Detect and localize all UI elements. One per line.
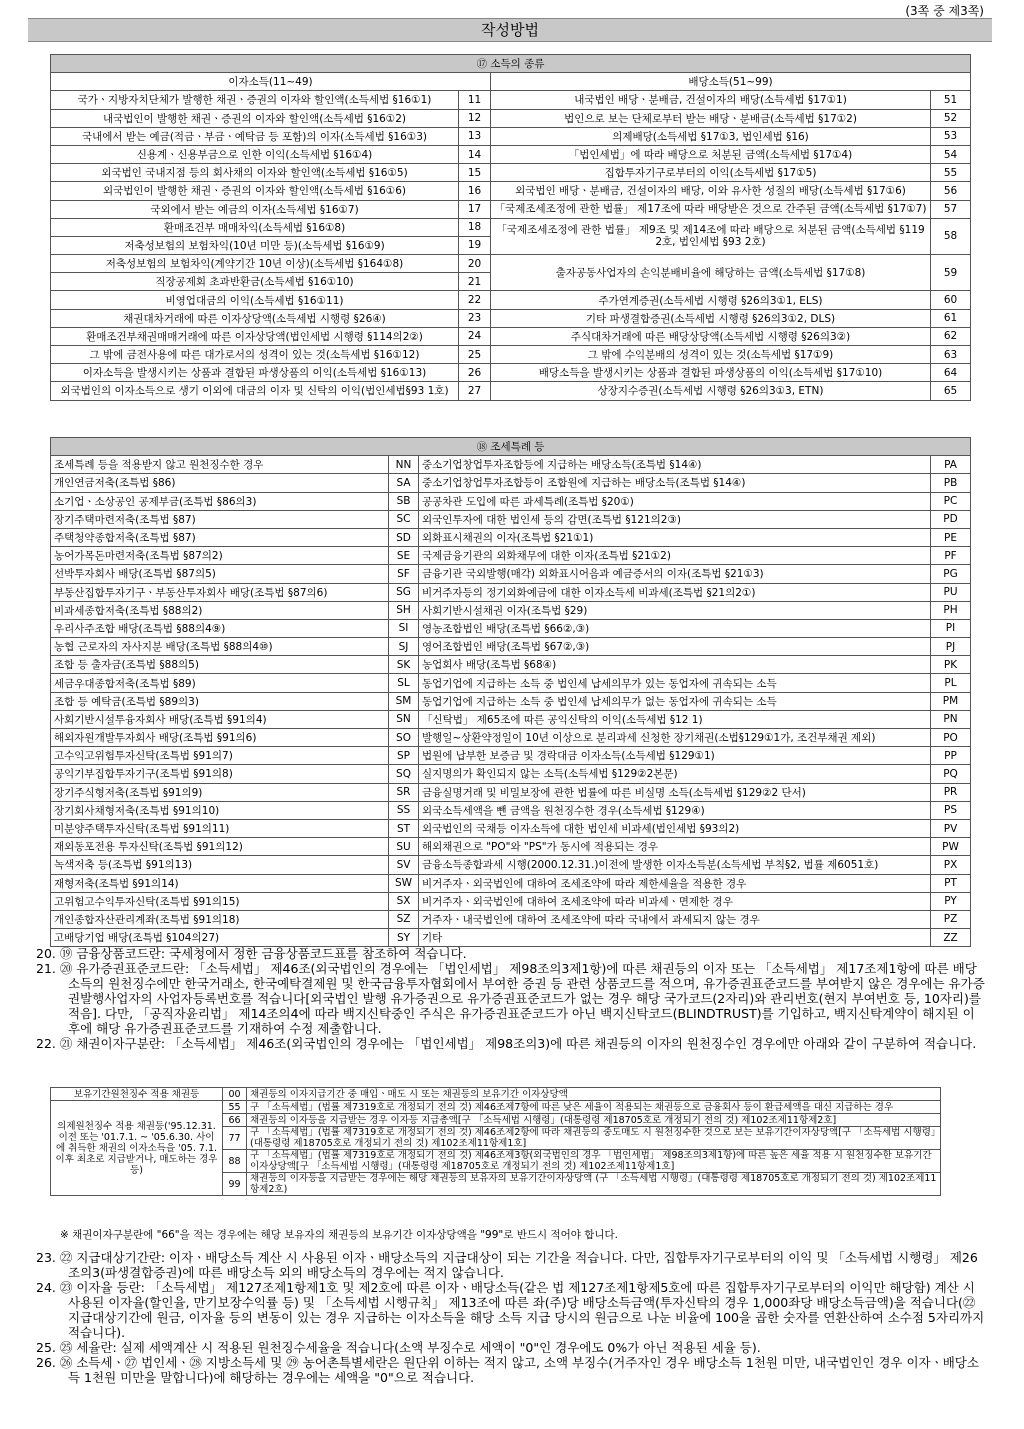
special-tax-row xyxy=(51,474,971,492)
special-tax-label: 우리사주조합 배당(조특법 §88의4⑨) xyxy=(51,619,389,637)
income-type-row xyxy=(51,291,971,309)
special-tax-header: ⑱ 조세특례 등 xyxy=(51,438,971,456)
special-tax-row xyxy=(51,583,971,601)
special-tax-label: 영어조합법인 배당(조특법 §67②,③) xyxy=(419,638,931,656)
special-tax-code: SQ xyxy=(389,765,419,783)
special-tax-code: PG xyxy=(931,565,971,583)
dividend-income-label: 내국법인 배당ㆍ분배금, 건설이자의 배당(소득세법 §17①1) xyxy=(491,91,931,109)
special-tax-code: SN xyxy=(389,710,419,728)
interest-income-code: 21 xyxy=(459,273,491,291)
bond-interest-description: 채권등의 이자등을 지급받는 경우에는 해당 채권등의 보유자의 보유기간이자상당액 (구 「소득세법 시행령」(대통령령 제18705호로 개정되기 전의 것) 제102조제11항제2호) xyxy=(247,1173,941,1196)
special-tax-code: SS xyxy=(389,801,419,819)
special-tax-row xyxy=(51,601,971,619)
special-tax-label: 고수익고위험투자신탁(조특법 §91의7) xyxy=(51,747,389,765)
interest-income-code: 27 xyxy=(459,382,491,400)
special-tax-row xyxy=(51,747,971,765)
dividend-income-label: 주가연계증권(소득세법 시행령 §26의3①1, ELS) xyxy=(491,291,931,309)
special-tax-row xyxy=(51,801,971,819)
special-tax-row xyxy=(51,528,971,546)
dividend-income-label: 그 밖에 수익분배의 성격이 있는 것(소득세법 §17①9) xyxy=(491,346,931,364)
special-tax-row xyxy=(51,638,971,656)
special-tax-code: PX xyxy=(931,856,971,874)
special-tax-label: 실지명의가 확인되지 않는 소득(소득세법 §129②2본문) xyxy=(419,765,931,783)
special-tax-code: PR xyxy=(931,783,971,801)
special-tax-row xyxy=(51,492,971,510)
special-tax-code: NN xyxy=(389,456,419,474)
income-type-row xyxy=(51,327,971,345)
special-tax-code: PP xyxy=(931,747,971,765)
interest-income-code: 19 xyxy=(459,236,491,254)
special-tax-code: PE xyxy=(931,528,971,546)
interest-income-code: 11 xyxy=(459,91,491,109)
special-tax-code: PL xyxy=(931,674,971,692)
special-tax-code: SR xyxy=(389,783,419,801)
dividend-income-code: 52 xyxy=(931,109,971,127)
special-tax-row xyxy=(51,692,971,710)
dividend-income-header: 배당소득(51~99) xyxy=(491,73,971,91)
interest-income-code: 24 xyxy=(459,327,491,345)
dividend-income-label: 「국제조세조정에 관한 법률」 제9조 및 제14조에 따라 배당으로 처분된 금액(소득세법 §119 2호, 법인세법 §93 2호) xyxy=(491,218,931,254)
bond-interest-code: 99 xyxy=(223,1173,247,1196)
special-tax-code: SH xyxy=(389,601,419,619)
special-tax-code: SE xyxy=(389,547,419,565)
special-tax-row xyxy=(51,929,971,947)
special-tax-label: 세금우대종합저축(조특법 §89) xyxy=(51,674,389,692)
dividend-income-label: 외국법인 배당ㆍ분배금, 건설이자의 배당, 이와 유사한 성질의 배당(소득세법 §17①6) xyxy=(491,182,931,200)
special-tax-label: 농업회사 배당(조특법 §68④) xyxy=(419,656,931,674)
bond-interest-description: 구 「소득세법」(법률 제7319호로 개정되기 전의 것) 제46조제7항에 따른 낮은 세율이 적용되는 채권등으로 금융회사 등이 환급세액을 대신 지급하는 경우 xyxy=(247,1101,941,1114)
special-tax-label: 동업기업에 지급하는 소득 중 법인세 납세의무가 없는 동업자에 귀속되는 소득 xyxy=(419,692,931,710)
special-tax-code: PJ xyxy=(931,638,971,656)
special-tax-row xyxy=(51,856,971,874)
special-tax-code: PF xyxy=(931,547,971,565)
interest-income-label: 환매조건부채권매매거래에 따른 이자상당액(법인세법 시행령 §114의2②) xyxy=(51,327,459,345)
interest-income-code: 22 xyxy=(459,291,491,309)
bond-interest-description: 구 「소득세법」(법률 제7319호로 개정되기 전의 것) 제46조제2항에 따라 채권등의 중도매도 시 원천징수한 것으로 보는 보유기간이자상당액[구 「소득세법 시행령」(대통령령 제18705호로 개정되기 전의 것) 제102조제11항제1호] xyxy=(247,1127,941,1150)
special-tax-code: PO xyxy=(931,729,971,747)
special-tax-code: SG xyxy=(389,583,419,601)
special-tax-label: 공공차관 도입에 따른 과세특례(조특법 §20①) xyxy=(419,492,931,510)
dividend-income-code: 60 xyxy=(931,291,971,309)
dividend-income-code: 64 xyxy=(931,364,971,382)
special-tax-code: PV xyxy=(931,819,971,837)
special-tax-label: 금융소득종합과세 시행(2000.12.31.)이전에 발생한 이자소득분(소득세법 부칙§2, 법률 제6051호) xyxy=(419,856,931,874)
dividend-income-label: 출자공동사업자의 손익분배비율에 해당하는 금액(소득세법 §17①8) xyxy=(491,255,931,291)
special-tax-label: 부동산집합투자기구ㆍ부동산투자회사 배당(조특법 §87의6) xyxy=(51,583,389,601)
dividend-income-code: 58 xyxy=(931,218,971,254)
special-tax-label: 재형저축(조특법 §91의14) xyxy=(51,874,389,892)
special-tax-label: 농협 근로자의 자사지분 배당(조특법 §88의4⑩) xyxy=(51,638,389,656)
instruction-note: 26. ㉖ 소득세ㆍ㉗ 법인세ㆍ㉘ 지방소득세 및 ㉙ 농어촌특별세란은 원단위 이하는 적지 않고, 소액 부징수(거주자인 경우 배당소득 1천원 미만, 내국법인인 경우 이자ㆍ배당소득 1천원 미만을 말합니다)에 해당하는 경우에는 세액을 "0"으로 적습니다. xyxy=(36,1355,979,1385)
bond-interest-description: 채권등의 이자지급기간 중 매입ㆍ매도 시 또는 채권등의 보유기간 이자상당액 xyxy=(247,1088,941,1101)
interest-income-code: 13 xyxy=(459,127,491,145)
special-tax-label: 「신탁법」 제65조에 따른 공익신탁의 이익(소득세법 §12 1) xyxy=(419,710,931,728)
special-tax-label: 기타 xyxy=(419,929,931,947)
instruction-note: 24. ㉓ 이자율 등란: 「소득세법」 제127조제1항제1호 및 제2호에 따른 이자ㆍ배당소득(같은 법 제127조제1항제5호에 따른 집합투자기구로부터의 이익만 해당함) 계산 시 사용된 이자율(할인율, 만기보장수익률 등) 및 「소득세법 시행규칙」 제13조에 따른 좌(주)당 배당소득금액(투자신탁의 경우 1,000좌당 배당소득금액)을 적습니다(㉒지급대상기간에 원금, 이자율 등의 변동이 있는 경우 지급하는 이자소득을 해당 소득 지급 당시의 원금으로 나눈 비율에 100을 곱한 숫자를 연환산하여 소수점 5자리까지 적습니다). xyxy=(36,1280,985,1340)
special-tax-label: 고배당기업 배당(조특법 §104의27) xyxy=(51,929,389,947)
special-tax-label: 녹색저축 등(조특법 §91의13) xyxy=(51,856,389,874)
dividend-income-code: 51 xyxy=(931,91,971,109)
interest-income-label: 국내에서 받는 예금(적금ㆍ부금ㆍ예탁금 등 포함)의 이자(소득세법 §16①3) xyxy=(51,127,459,145)
special-tax-label: 법원에 납부한 보증금 및 경락대금 이자소득(소득세법 §129①1) xyxy=(419,747,931,765)
interest-income-code: 15 xyxy=(459,164,491,182)
special-tax-code: PQ xyxy=(931,765,971,783)
special-tax-label: 영농조합법인 배당(조특법 §66②,③) xyxy=(419,619,931,637)
bond-interest-row xyxy=(51,1088,941,1101)
dividend-income-label: 주식대차거래에 따른 배당상당액(소득세법 시행령 §26의3②) xyxy=(491,327,931,345)
dividend-income-label: 법인으로 보는 단체로부터 받는 배당ㆍ분배금(소득세법 §17①2) xyxy=(491,109,931,127)
special-tax-label: 비거주자ㆍ외국법인에 대하여 조세조약에 따라 제한세율을 적용한 경우 xyxy=(419,874,931,892)
dividend-income-code: 65 xyxy=(931,382,971,400)
special-tax-label: 금융실명거래 및 비밀보장에 관한 법률에 따른 비실명 소득(소득세법 §129②2 단서) xyxy=(419,783,931,801)
interest-income-code: 25 xyxy=(459,346,491,364)
interest-income-header: 이자소득(11~49) xyxy=(51,73,491,91)
special-tax-code: PY xyxy=(931,892,971,910)
income-type-row xyxy=(51,255,971,273)
special-tax-code: SP xyxy=(389,747,419,765)
special-tax-code: PD xyxy=(931,510,971,528)
dividend-income-label: 「국제조세조정에 관한 법률」 제17조에 따라 배당받은 것으로 간주된 금액(소득세법 §17①7) xyxy=(491,200,931,218)
interest-income-code: 20 xyxy=(459,255,491,273)
special-tax-code: PI xyxy=(931,619,971,637)
special-tax-code: PK xyxy=(931,656,971,674)
income-type-row xyxy=(51,182,971,200)
income-type-row xyxy=(51,164,971,182)
interest-income-label: 국가ㆍ지방자치단체가 발행한 채권ㆍ증권의 이자와 할인액(소득세법 §16①1) xyxy=(51,91,459,109)
special-tax-label: 발행일~상환약정일이 10년 이상으로 분리과세 신청한 장기채권(소법§129①1가, 조건부채권 제외) xyxy=(419,729,931,747)
special-tax-code: PU xyxy=(931,583,971,601)
special-tax-code: SV xyxy=(389,856,419,874)
bond-category-holding: 보유기간원천징수 적용 채권등 xyxy=(51,1088,223,1101)
special-tax-code: PT xyxy=(931,874,971,892)
special-tax-label: 금융기관 국외발행(매각) 외화표시어음과 예금증서의 이자(조특법 §21①3) xyxy=(419,565,931,583)
special-tax-code: SI xyxy=(389,619,419,637)
interest-income-code: 23 xyxy=(459,309,491,327)
special-tax-label: 국제금융기관의 외화채무에 대한 이자(조특법 §21①2) xyxy=(419,547,931,565)
page-number: (3쪽 중 제3쪽) xyxy=(905,4,984,18)
dividend-income-code: 59 xyxy=(931,255,971,291)
special-tax-code: PM xyxy=(931,692,971,710)
interest-income-code: 17 xyxy=(459,200,491,218)
interest-income-label: 내국법인이 발행한 채권ㆍ증권의 이자와 할인액(소득세법 §16①2) xyxy=(51,109,459,127)
income-type-row xyxy=(51,91,971,109)
interest-income-code: 26 xyxy=(459,364,491,382)
instruction-note: 20. ⑲ 금융상품코드란: 국세청에서 정한 금융상품코드표를 참조하여 적습니다. xyxy=(36,946,467,961)
special-tax-code: PZ xyxy=(931,910,971,928)
special-tax-code: SW xyxy=(389,874,419,892)
special-tax-row xyxy=(51,729,971,747)
income-type-row xyxy=(51,200,971,218)
bond-interest-code: 00 xyxy=(223,1088,247,1101)
special-tax-label: 장기회사채형저축(조특법 §91의10) xyxy=(51,801,389,819)
special-tax-row xyxy=(51,547,971,565)
special-tax-row xyxy=(51,910,971,928)
special-tax-label: 사회기반시설채권 이자(조특법 §29) xyxy=(419,601,931,619)
dividend-income-label: 「법인세법」에 따라 배당으로 처분된 금액(소득세법 §17①4) xyxy=(491,145,931,163)
dividend-income-code: 54 xyxy=(931,145,971,163)
special-tax-label: 농어가목돈마련저축(조특법 §87의2) xyxy=(51,547,389,565)
dividend-income-label: 기타 파생결합증권(소득세법 시행령 §26의3①2, DLS) xyxy=(491,309,931,327)
instruction-note: 25. ㉕ 세율란: 실제 세액계산 시 적용된 원천징수세율을 적습니다(소액 부징수로 세액이 "0"인 경우에도 0%가 아닌 적용된 세율 등). xyxy=(36,1340,761,1355)
special-tax-label: 외국인투자에 대한 법인세 등의 감면(조특법 §121의2③) xyxy=(419,510,931,528)
special-tax-code: PB xyxy=(931,474,971,492)
dividend-income-code: 53 xyxy=(931,127,971,145)
special-tax-row xyxy=(51,874,971,892)
bond-footnote: ※ 채권이자구분란에 "66"을 적는 경우에는 해당 보유자의 채권등의 보유기간 이자상당액을 "99"로 반드시 적어야 합니다. xyxy=(60,1229,618,1241)
interest-income-label: 신용계ㆍ신용부금으로 인한 이익(소득세법 §16①4) xyxy=(51,145,459,163)
dividend-income-code: 63 xyxy=(931,346,971,364)
income-type-row xyxy=(51,309,971,327)
special-tax-label: 고위험고수익투자신탁(조특법 §91의15) xyxy=(51,892,389,910)
dividend-income-code: 61 xyxy=(931,309,971,327)
special-tax-row xyxy=(51,565,971,583)
special-tax-row xyxy=(51,656,971,674)
special-tax-label: 조세특례 등을 적용받지 않고 원천징수한 경우 xyxy=(51,456,389,474)
special-tax-label: 재외동포전용 투자신탁(조특법 §91의12) xyxy=(51,838,389,856)
income-type-row xyxy=(51,364,971,382)
special-tax-row xyxy=(51,838,971,856)
special-tax-label: 동업기업에 지급하는 소득 중 법인세 납세의무가 있는 동업자에 귀속되는 소득 xyxy=(419,674,931,692)
special-tax-row xyxy=(51,456,971,474)
special-tax-label: 해외자원개발투자회사 배당(조특법 §91의6) xyxy=(51,729,389,747)
bond-interest-code: 77 xyxy=(223,1127,247,1150)
interest-income-label: 국외에서 받는 예금의 이자(소득세법 §16①7) xyxy=(51,200,459,218)
special-tax-code: SO xyxy=(389,729,419,747)
bond-interest-code: 55 xyxy=(223,1101,247,1114)
special-tax-label: 선박투자회사 배당(조특법 §87의5) xyxy=(51,565,389,583)
special-tax-row xyxy=(51,710,971,728)
special-tax-code: PH xyxy=(931,601,971,619)
dividend-income-code: 56 xyxy=(931,182,971,200)
notes-section-a xyxy=(36,946,986,1051)
instruction-note: 22. ㉑ 채권이자구분란: 「소득세법」 제46조(외국법인의 경우에는 「법인세법」 제98조의3)에 따른 채권등의 이자의 원천징수인 경우에만 아래와 같이 구분하여 적습니다. xyxy=(36,1036,977,1051)
instruction-note: 21. ⑳ 유가증권표준코드란: 「소득세법」 제46조(외국법인의 경우에는 「법인세법」 제98조의3제1항)에 따른 채권등의 이자 또는 「소득세법」 제17조제1항에 따른 배당소득의 원천징수에만 한국거래소, 한국예탁결제원 및 한국금융투자협회에서 부여한 증권 등 관련 상품코드를 적으며, 유가증권표준코드를 부여받지 않은 경우에는 유가증권발행사업자의 사업자등록번호를 적습니다[외국법인 발행 유가증권으로 유가증권표준코드가 없는 경우 해당 국가코드(2자리)와 관리번호(현지 부여번호 등, 10자리)를 적음]. 다만, 「공직자윤리법」 제14조의4에 따라 백지신탁중인 주식은 유가증권표준코드가 아닌 백지신탁코드(BLINDTRUST)를 기입하고, 백지신탁계약이 해지된 이후에 해당 유가증권표준코드를 기재하여 수정 제출합니다. xyxy=(36,961,985,1036)
instruction-note: 23. ㉒ 지급대상기간란: 이자ㆍ배당소득 계산 시 사용된 이자ㆍ배당소득의 지급대상이 되는 기간을 적습니다. 다만, 집합투자기구로부터의 이익 및 「소득세법 시행령」 제26조의3(파생결합증권)에 따른 배당소득 외의 배당소득의 경우에는 적지 않습니다. xyxy=(36,1250,978,1280)
interest-income-label: 외국법인 국내지점 등의 회사채의 이자와 할인액(소득세법 §16①5) xyxy=(51,164,459,182)
special-tax-code: SX xyxy=(389,892,419,910)
special-tax-label: 비거주자ㆍ외국법인에 대하여 조세조약에 따라 비과세ㆍ면제한 경우 xyxy=(419,892,931,910)
dividend-income-code: 57 xyxy=(931,200,971,218)
special-tax-label: 주택청약종합저축(조특법 §87) xyxy=(51,528,389,546)
special-tax-code: ZZ xyxy=(931,929,971,947)
bond-interest-code: 66 xyxy=(223,1114,247,1127)
special-tax-label: 외화표시채권의 이자(조특법 §21①1) xyxy=(419,528,931,546)
interest-income-code: 18 xyxy=(459,218,491,236)
income-type-row xyxy=(51,145,971,163)
special-tax-code: PW xyxy=(931,838,971,856)
special-tax-label: 개인연금저축(조특법 §86) xyxy=(51,474,389,492)
interest-income-code: 14 xyxy=(459,145,491,163)
income-type-row xyxy=(51,218,971,236)
special-tax-label: 장기주식형저축(조특법 §91의9) xyxy=(51,783,389,801)
special-tax-row xyxy=(51,819,971,837)
interest-income-label: 저축성보험의 보험차익(10년 미만 등)(소득세법 §16①9) xyxy=(51,236,459,254)
special-tax-label: 해외채권으로 "PO"와 "PS"가 동시에 적용되는 경우 xyxy=(419,838,931,856)
special-tax-code: SA xyxy=(389,474,419,492)
interest-income-label: 저축성보험의 보험차익(계약기간 10년 이상)(소득세법 §164①8) xyxy=(51,255,459,273)
special-tax-code: SF xyxy=(389,565,419,583)
interest-income-label: 외국법인이 발행한 채권ㆍ증권의 이자와 할인액(소득세법 §16①6) xyxy=(51,182,459,200)
special-tax-code: PS xyxy=(931,801,971,819)
interest-income-label: 직장공제회 초과반환금(소득세법 §16①10) xyxy=(51,273,459,291)
special-tax-row xyxy=(51,510,971,528)
special-tax-label: 사회기반시설투융자회사 배당(조특법 §91의4) xyxy=(51,710,389,728)
special-tax-row xyxy=(51,619,971,637)
special-tax-code: SZ xyxy=(389,910,419,928)
special-tax-code: PC xyxy=(931,492,971,510)
bond-interest-row xyxy=(51,1101,941,1114)
special-tax-code: SD xyxy=(389,528,419,546)
special-tax-label: 외국법인의 국채등 이자소득에 대한 법인세 비과세(법인세법 §93의2) xyxy=(419,819,931,837)
income-type-table xyxy=(50,54,971,401)
special-tax-label: 외국소득세액을 뺀 금액을 원천징수한 경우(소득세법 §129④) xyxy=(419,801,931,819)
special-tax-label: 미분양주택투자신탁(조특법 §91의11) xyxy=(51,819,389,837)
interest-income-label: 환매조건부 매매차익(소득세법 §16①8) xyxy=(51,218,459,236)
special-tax-label: 소기업ㆍ소상공인 공제부금(조특법 §86의3) xyxy=(51,492,389,510)
dividend-income-label: 의제배당(소득세법 §17①3, 법인세법 §16) xyxy=(491,127,931,145)
bond-interest-description: 구 「소득세법」(법률 제7319호로 개정되기 전의 것) 제46조제3항(외국법인의 경우 「법인세법」 제98조의3제1항)에 따른 높은 세율 적용 시 원천징수한 보유기간이자상당액[구 「소득세법 시행령」(대통령령 제18705호로 개정되기 전의 것) 제102조제11항제1호] xyxy=(247,1150,941,1173)
special-tax-label: 개인종합자산관리계좌(조특법 §91의18) xyxy=(51,910,389,928)
income-type-header: ⑰ 소득의 종류 xyxy=(51,55,971,73)
special-tax-label: 조합 등 출자금(조특법 §88의5) xyxy=(51,656,389,674)
notes-section-b xyxy=(36,1250,986,1385)
special-tax-row xyxy=(51,765,971,783)
special-tax-code: PN xyxy=(931,710,971,728)
special-tax-label: 조합 등 예탁금(조특법 §89의3) xyxy=(51,692,389,710)
income-type-row xyxy=(51,109,971,127)
special-tax-code: SK xyxy=(389,656,419,674)
special-tax-label: 거주자ㆍ내국법인에 대하여 조세조약에 따라 국내에서 과세되지 않는 경우 xyxy=(419,910,931,928)
interest-income-label: 그 밖에 금전사용에 따른 대가로서의 성격이 있는 것(소득세법 §16①12) xyxy=(51,346,459,364)
special-tax-code: ST xyxy=(389,819,419,837)
special-tax-code: SB xyxy=(389,492,419,510)
dividend-income-code: 55 xyxy=(931,164,971,182)
income-type-row xyxy=(51,346,971,364)
special-tax-label: 장기주택마련저축(조특법 §87) xyxy=(51,510,389,528)
special-tax-code: SJ xyxy=(389,638,419,656)
special-tax-row xyxy=(51,783,971,801)
dividend-income-code: 62 xyxy=(931,327,971,345)
special-tax-table xyxy=(50,437,971,947)
interest-income-label: 외국법인의 이자소득으로 생기 이외에 대금의 이자 및 신탁의 이익(법인세법§93 1호) xyxy=(51,382,459,400)
bond-category-deemed: 의제원천징수 적용 채권등('95.12.31.이전 또는 '01.7.1. ~ '05.6.30. 사이에 취득한 채권의 이자소득을 '05. 7.1. 이후 최초로 지급받거나, 매도하는 경우 등) xyxy=(51,1101,223,1196)
income-type-row xyxy=(51,382,971,400)
dividend-income-label: 배당소득을 발생시키는 상품과 결합된 파생상품의 이익(소득세법 §17①10) xyxy=(491,364,931,382)
special-tax-row xyxy=(51,892,971,910)
special-tax-label: 비거주자등의 정기외화예금에 대한 이자소득세 비과세(조특법 §21의2①) xyxy=(419,583,931,601)
special-tax-label: 중소기업창업투자조합등에 지급하는 배당소득(조특법 §14④) xyxy=(419,456,931,474)
special-tax-label: 비과세종합저축(조특법 §88의2) xyxy=(51,601,389,619)
special-tax-row xyxy=(51,674,971,692)
special-tax-label: 공익기부집합투자기구(조특법 §91의8) xyxy=(51,765,389,783)
page-title: 작성방법 xyxy=(28,18,992,42)
special-tax-code: SC xyxy=(389,510,419,528)
special-tax-code: PA xyxy=(931,456,971,474)
special-tax-code: SU xyxy=(389,838,419,856)
special-tax-label: 중소기업창업투자조합등이 조합원에 지급하는 배당소득(조특법 §14④) xyxy=(419,474,931,492)
bond-interest-code: 88 xyxy=(223,1150,247,1173)
income-type-row xyxy=(51,127,971,145)
interest-income-code: 12 xyxy=(459,109,491,127)
dividend-income-label: 상장지수증권(소득세법 시행령 §26의3①3, ETN) xyxy=(491,382,931,400)
special-tax-code: SL xyxy=(389,674,419,692)
bond-interest-table xyxy=(50,1087,941,1196)
special-tax-code: SM xyxy=(389,692,419,710)
interest-income-label: 비영업대금의 이익(소득세법 §16①11) xyxy=(51,291,459,309)
dividend-income-label: 집합투자기구로부터의 이익(소득세법 §17①5) xyxy=(491,164,931,182)
interest-income-label: 채권대차거래에 따른 이자상당액(소득세법 시행령 §26④) xyxy=(51,309,459,327)
interest-income-code: 16 xyxy=(459,182,491,200)
bond-interest-description: 채권등의 이자등을 지급받는 경우 이자등 지급총액[구 「소득세법 시행령」(대통령령 제18705호로 개정되기 전의 것) 제102조제11항제2호] xyxy=(247,1114,941,1127)
special-tax-code: SY xyxy=(389,929,419,947)
interest-income-label: 이자소득을 발생시키는 상품과 결합된 파생상품의 이익(소득세법 §16①13) xyxy=(51,364,459,382)
